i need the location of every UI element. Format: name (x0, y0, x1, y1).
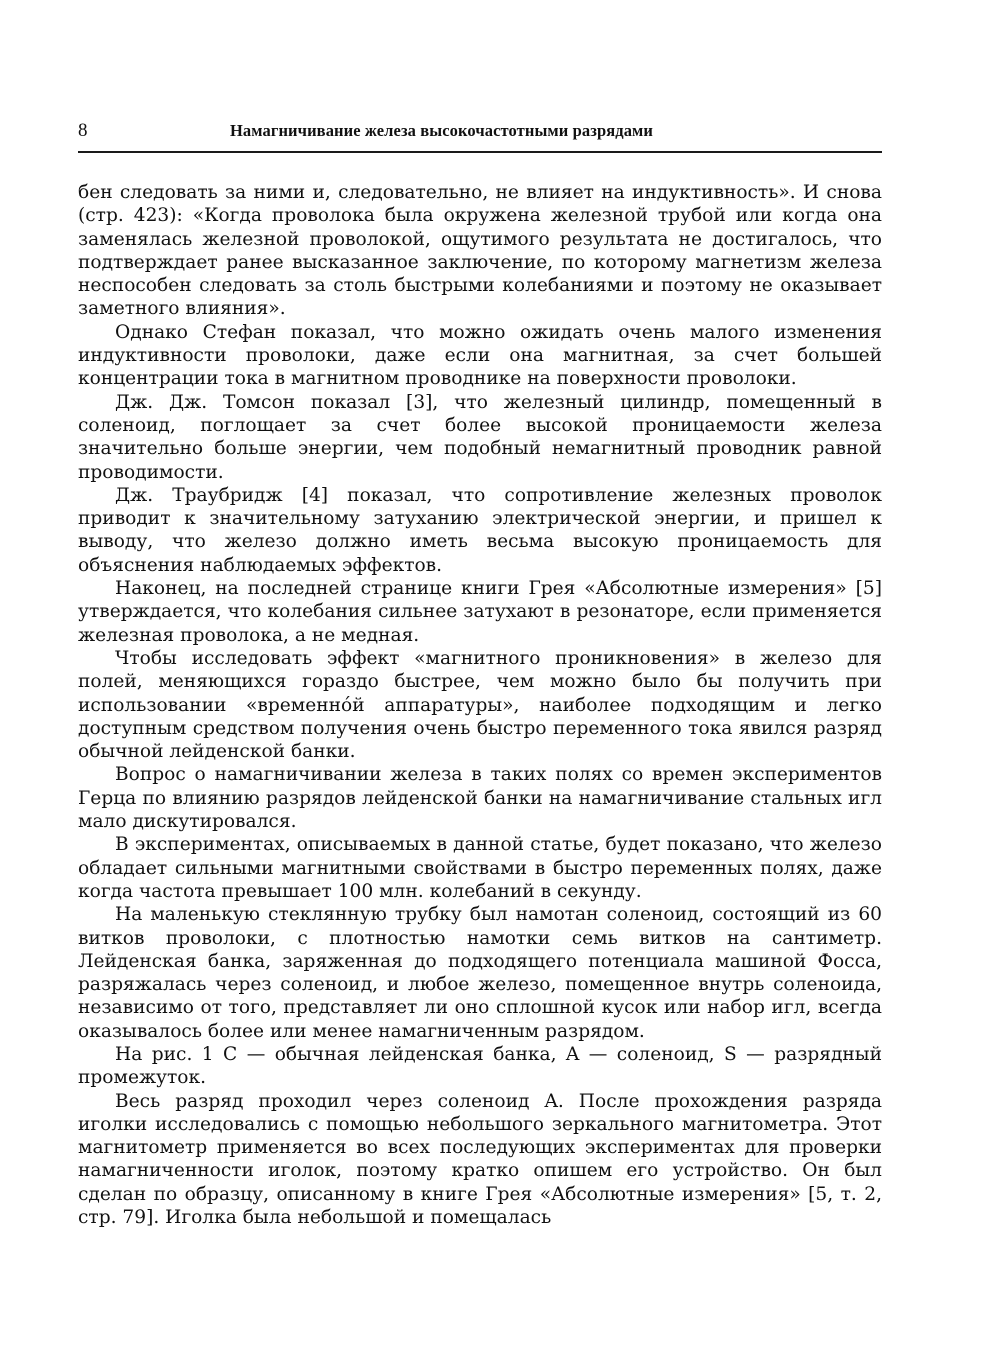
page-number: 8 (78, 120, 88, 141)
paragraph: Вопрос о намагничивании железа в таких полях со времен экспериментов Герца по влиянию разрядов лейденской банки на намагничивание стальных игл мало дискутировался. (78, 764, 882, 833)
paragraph: На маленькую стеклянную трубку был намотан соленоид, состоящий из 60 витков проволоки, с плотностью намотки семь витков на сантиметр. Лейденская банка, заряженная до подходящего потенциала машиной Фосса, разряжалась через соленоид, и любое железо, помещенное внутрь соленоида, независимо от того, представляет ли оно сплошной кусок или набор игл, всегда оказывалось более или менее намагниченным разрядом. (78, 904, 882, 1042)
paragraph: Чтобы исследовать эффект «магнитного проникновения» в железо для полей, меняющихся гораздо быстрее, чем можно было бы получить при использовании «временно́й аппаратуры», наиболее подходящим и легко доступным средством получения очень быстро переменного тока явился разряд обычной лейденской банки. (78, 647, 882, 763)
paragraph: Однако Стефан показал, что можно ожидать очень малого изменения индуктивности проволоки, даже если она магнитная, за счет большей концентрации тока в магнитном проводнике на поверхности проволоки. (78, 321, 882, 390)
header-divider (78, 151, 882, 153)
running-head (78, 118, 882, 144)
running-head-title: Намагничивание железа высокочастотными разрядами (230, 121, 654, 140)
paragraph: Наконец, на последней странице книги Грея «Абсолютные измерения» [5] утверждается, что колебания сильнее затухают в резонаторе, если применяется железная проволока, а не медная. (78, 578, 882, 646)
document-page (78, 118, 882, 1229)
paragraph: бен следовать за ними и, следовательно, не влияет на индуктивность». И снова (стр. 423): «Когда проволока была окружена железной трубой или когда она заменялась железной проволокой, ощутимого результата не достигалось, что подтверждает ранее высказанное заключение, по которому магнетизм железа неспособен следовать за столь быстрыми колебаниями и поэтому не оказывает заметного влияния». (78, 182, 882, 320)
paragraph: Дж. Траубридж [4] показал, что сопротивление железных проволок приводит к значительному затуханию электрической энергии, и пришел к выводу, что железо должно иметь весьма высокую проницаемость для объяснения наблюдаемых эффектов. (78, 484, 882, 576)
paragraph: В экспериментах, описываемых в данной статье, будет показано, что железо обладает сильными магнитными свойствами в быстро переменных полях, даже когда частота превышает 100 млн. колебаний в секунду. (78, 834, 882, 902)
article-body (78, 181, 882, 1229)
paragraph: На рис. 1 C — обычная лейденская банка, A — соленоид, S — разрядный промежуток. (78, 1043, 882, 1089)
paragraph: Дж. Дж. Томсон показал [3], что железный цилиндр, помещенный в соленоид, поглощает за счет более высокой проницаемости железа значительно больше энергии, чем подобный немагнитный проводник равной проводимости. (78, 391, 882, 483)
paragraph: Весь разряд проходил через соленоид A. После прохождения разряда иголки исследовались с помощью небольшого зеркального магнитометра. Этот магнитометр применяется во всех последующих экспериментах для проверки намагниченности иголок, поэтому кратко опишем его устройство. Он был сделан по образцу, описанному в книге Грея «Абсолютные измерения» [5, т. 2, стр. 79]. Иголка была небольшой и помещалась (78, 1090, 882, 1229)
